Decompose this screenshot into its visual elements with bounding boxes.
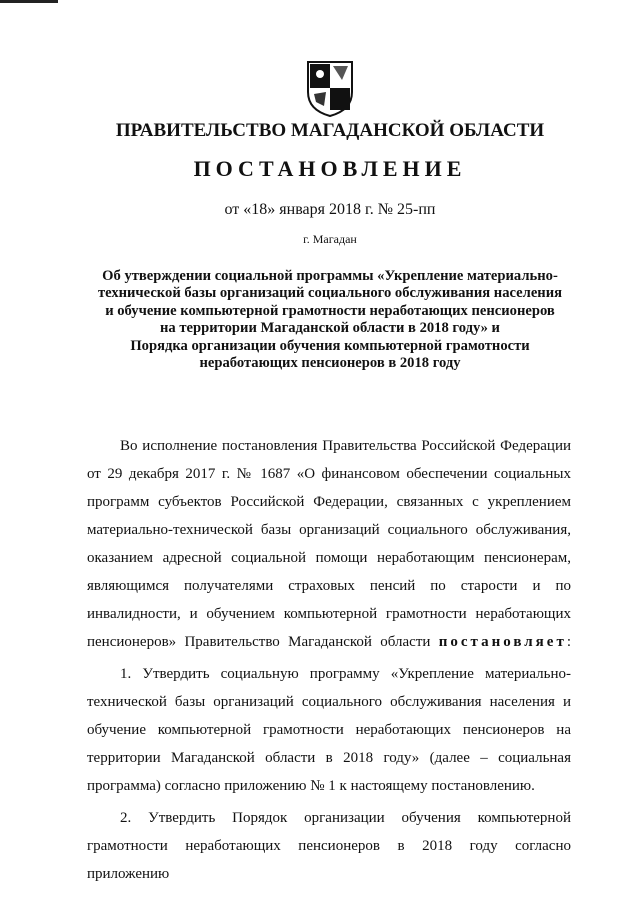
- body-line-last: [87, 628, 571, 656]
- subject-line: неработающих пенсионеров в 2018 году: [199, 355, 461, 372]
- body-line: оказанием адресной социальной помощи неработающим пенсионерам,: [87, 550, 571, 566]
- item-1: [87, 660, 571, 800]
- scan-mark: [0, 0, 58, 3]
- body-line: технической базы организаций социального обслуживания населения и: [87, 694, 571, 710]
- resolution-keyword: постановляет: [438, 634, 567, 650]
- subject-line: и обучение компьютерной грамотности неработающих пенсионеров: [105, 302, 555, 319]
- intro-paragraph: [87, 432, 571, 656]
- body-line: обучение компьютерной грамотности неработающих пенсионеров на: [87, 722, 571, 738]
- document-type: ПОСТАНОВЛЕНИЕ: [193, 156, 467, 181]
- subject-line: на территории Магаданской области в 2018 году» и: [160, 320, 500, 337]
- body-line: 1. Утвердить социальную программу «Укрепление материально-: [120, 666, 571, 682]
- subject-line: Об утверждении социальной программы «Укрепление материально-: [102, 268, 558, 284]
- subject-line: Порядка организации обучения компьютерной грамотности: [130, 337, 530, 354]
- body-line: программ субъектов Российской Федерации, связанных с укреплением: [87, 494, 571, 510]
- body-line: программа) согласно приложению № 1 к настоящему постановлению.: [87, 778, 535, 794]
- subject-line: технической базы организаций социального обслуживания населения: [97, 285, 563, 302]
- body-line: являющимся получателями страховых пенсий по старости и по: [87, 578, 571, 594]
- document-body: [87, 432, 571, 888]
- item-2: [87, 804, 571, 888]
- body-line: от 29 декабря 2017 г. № 1687 «О финансовом обеспечении социальных: [87, 466, 571, 482]
- coat-of-arms-icon: [302, 58, 358, 118]
- city: г. Магадан: [303, 232, 357, 246]
- body-line: инвалидности, и обучением компьютерной грамотности неработающих: [87, 606, 571, 622]
- document-subject: [80, 268, 580, 372]
- colon: :: [566, 634, 571, 650]
- government-title: ПРАВИТЕЛЬСТВО МАГАДАНСКОЙ ОБЛАСТИ: [115, 120, 545, 141]
- intro-text: пенсионеров» Правительство Магаданской области: [87, 634, 439, 650]
- body-line: Во исполнение постановления Правительства Российской Федерации: [120, 438, 571, 454]
- body-line: грамотности неработающих пенсионеров в 2018 году согласно приложению: [87, 838, 571, 882]
- body-line: 2. Утвердить Порядок организации обучения компьютерной: [120, 810, 571, 826]
- body-line: территории Магаданской области в 2018 году» (далее – социальная: [87, 750, 571, 766]
- date-number: от «18» января 2018 г. № 25-пп: [224, 201, 436, 218]
- body-line: материально-технической базы организаций социального обслуживания,: [87, 522, 571, 538]
